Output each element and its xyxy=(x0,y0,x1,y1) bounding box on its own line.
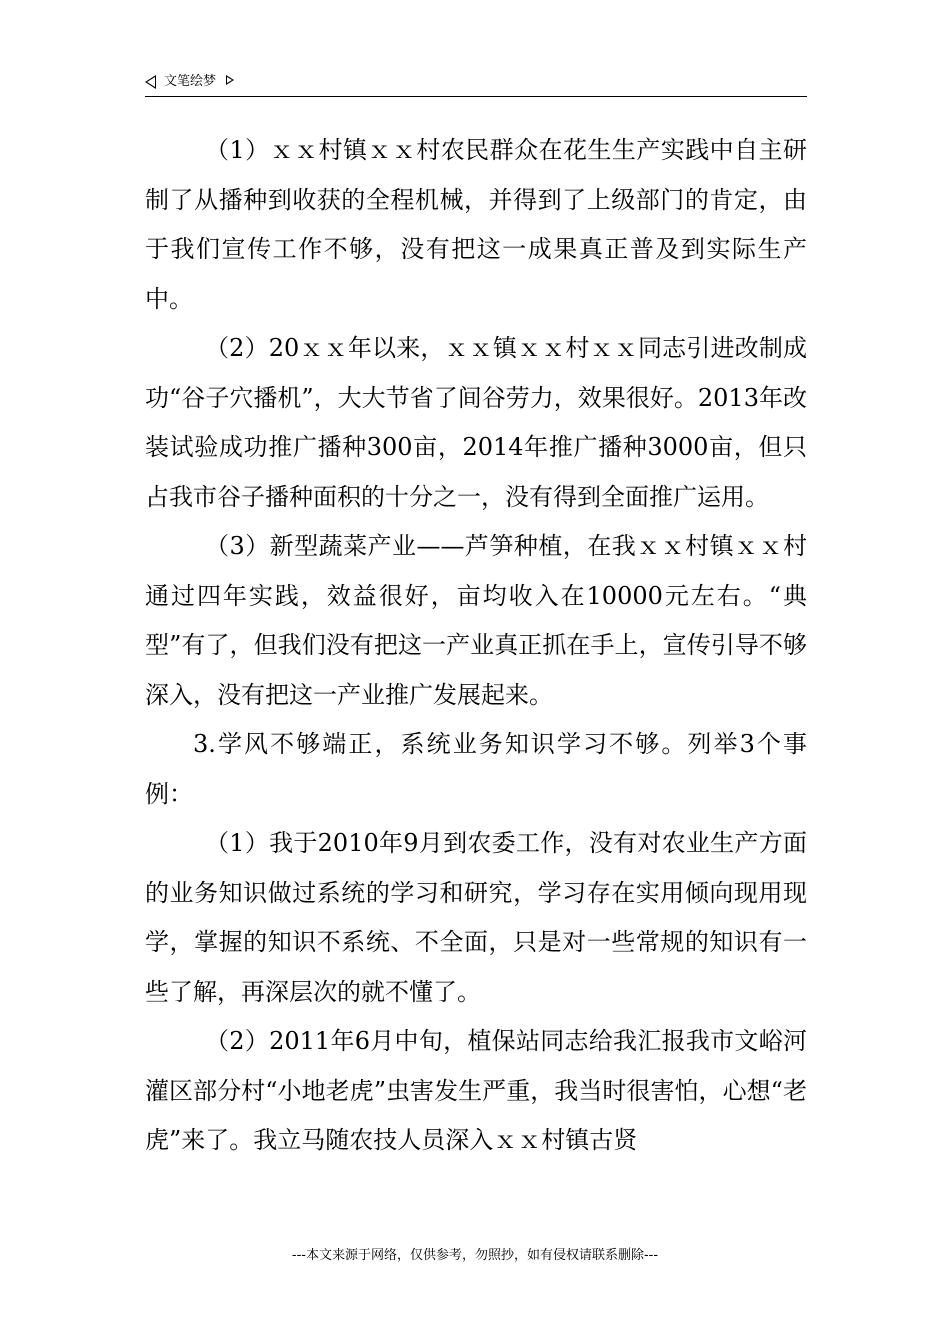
triangle-left-icon xyxy=(145,75,156,89)
paragraph-3: （3）新型蔬菜产业——芦笋种植，在我ｘｘ村镇ｘｘ村通过四年实践，效益很好，亩均收入在10000元左右。“典型”有了，但我们没有把这一产业真正抓在手上，宣传引导不够深入，没有把这一产业推广发展起来。 xyxy=(145,532,807,709)
paragraph-5: （1）我于2010年9月到农委工作，没有对农业生产方面的业务知识做过系统的学习和研究，学习存在实用倾向现用现学，掌握的知识不系统、不全面，只是对一些常规的知识有一些了解，再深层次的就不懂了。 xyxy=(145,829,807,1006)
paragraph-1: （1）ｘｘ村镇ｘｘ村农民群众在花生生产实践中自主研制了从播种到收获的全程机械，并得到了上级部门的肯定，由于我们宣传工作不够，没有把这一成果真正普及到实际生产中。 xyxy=(145,136,807,313)
header-title-group xyxy=(145,74,234,90)
document-body xyxy=(145,126,807,1166)
paragraph-6: （2）2011年6月中旬，植保站同志给我汇报我市文峪河灌区部分村“小地老虎”虫害发生严重，我当时很害怕，心想“老虎”来了。我立马随农技人员深入ｘｘ村镇古贤 xyxy=(145,1027,807,1154)
page-header xyxy=(145,72,807,97)
paragraph-4: 3.学风不够端正，系统业务知识学习不够。列举3个事例： xyxy=(145,730,807,808)
header-title: 文笔绘梦 xyxy=(164,74,217,89)
triangle-right-icon xyxy=(226,75,234,85)
paragraph-2: （2）20ｘｘ年以来，ｘｘ镇ｘｘ村ｘｘ同志引进改制成功“谷子穴播机”，大大节省了间谷劳力，效果很好。2013年改装试验成功推广播种300亩，2014年推广播种3000亩，但只占我市谷子播种面积的十分之一，没有得到全面推广运用。 xyxy=(145,334,807,511)
page-footer: ---本文来源于网络，仅供参考，勿照抄，如有侵权请联系删除--- xyxy=(291,1248,659,1263)
